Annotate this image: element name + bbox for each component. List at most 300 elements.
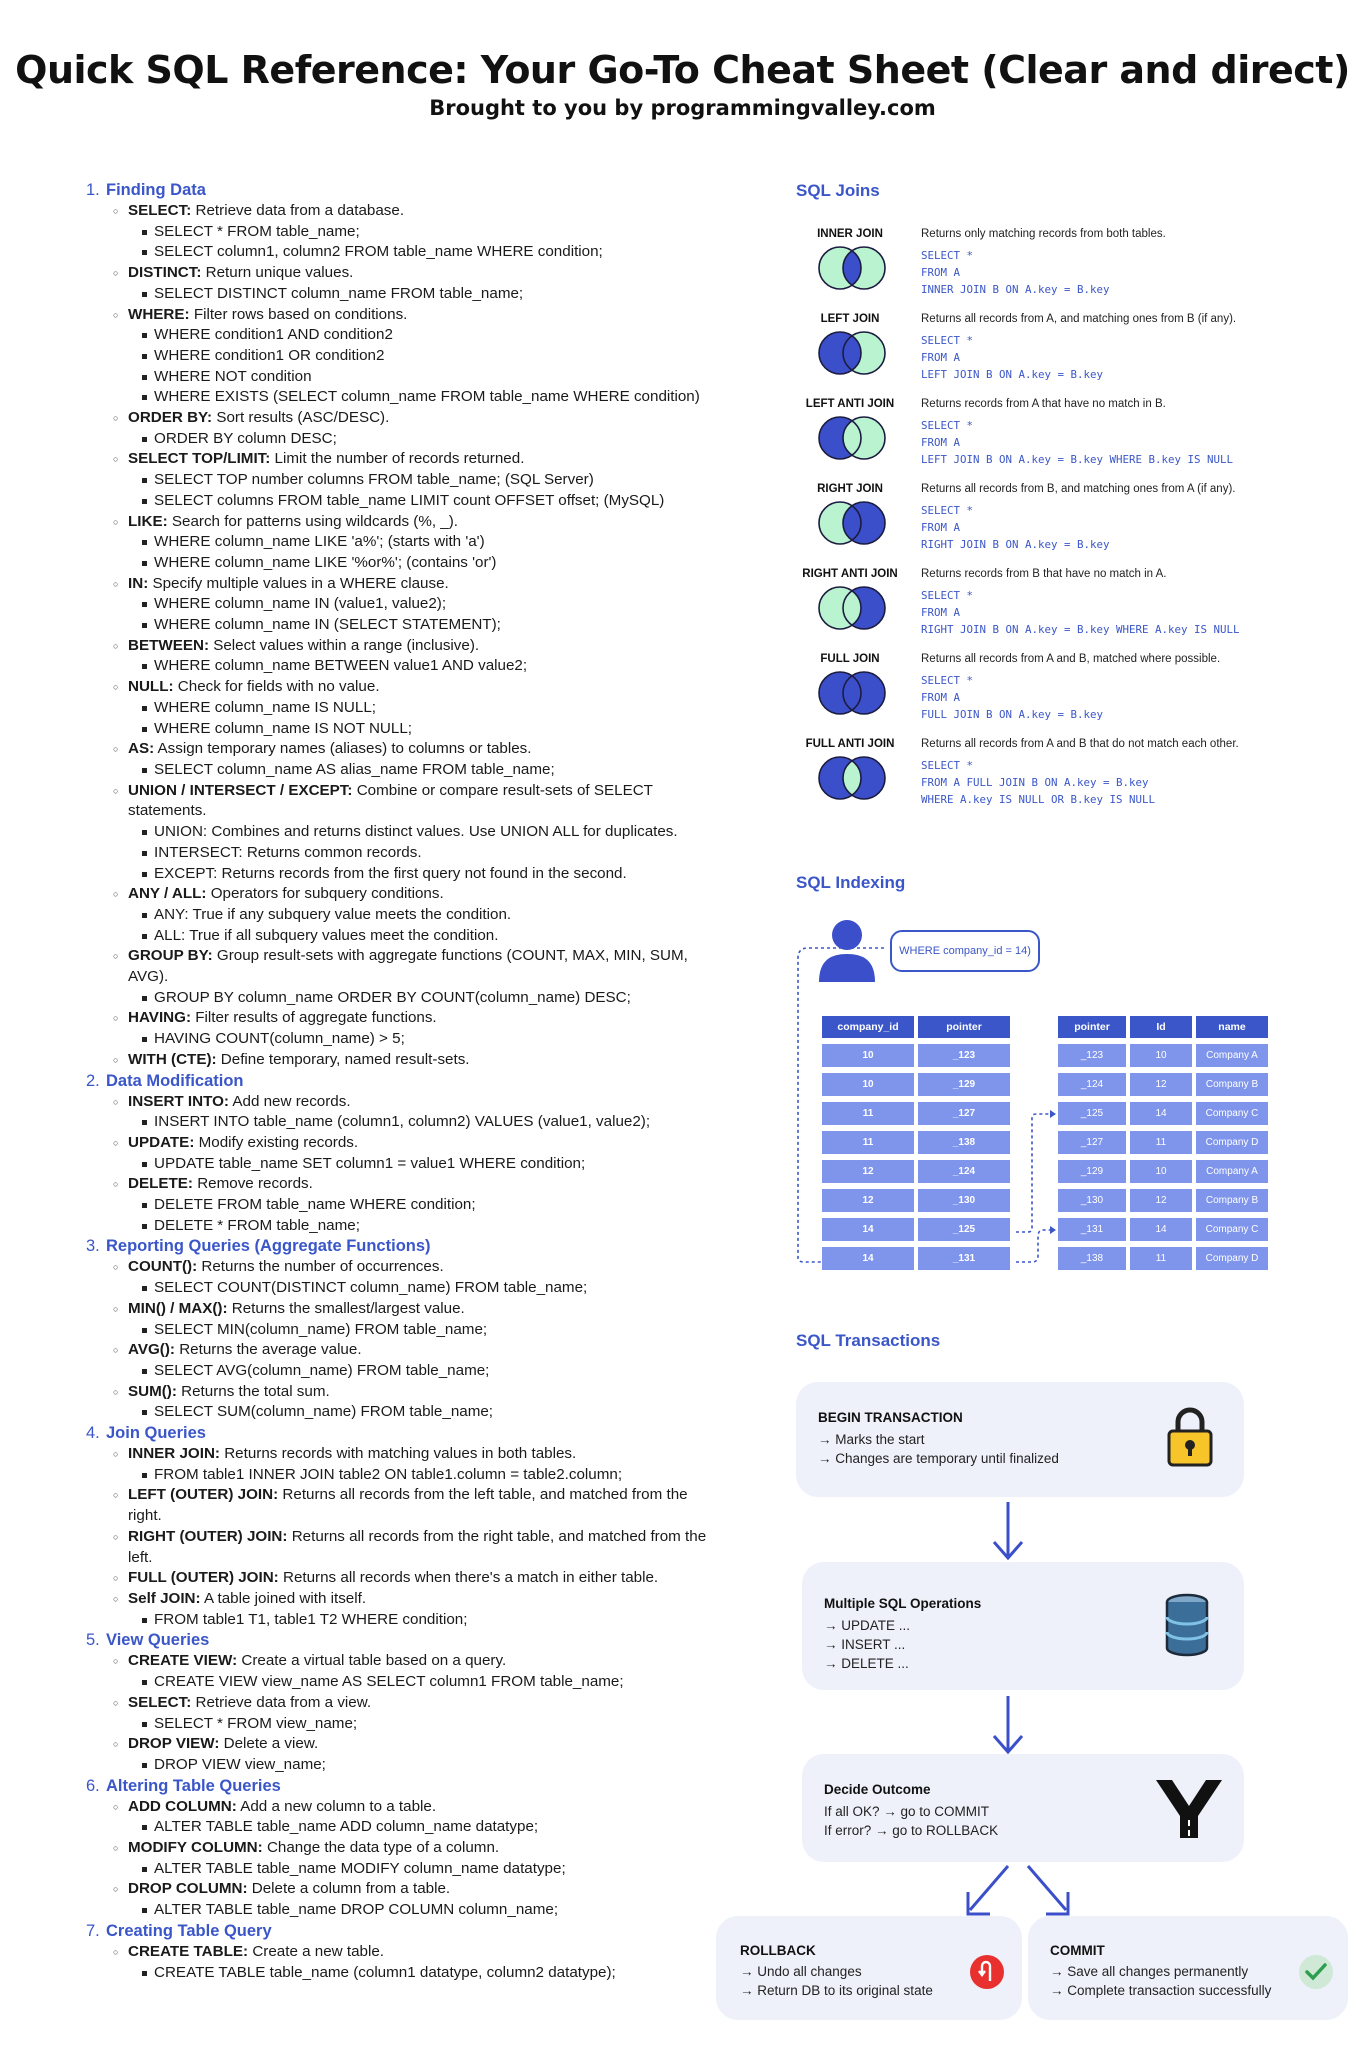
join-description: Returns records from B that have no match in A. — [921, 568, 1167, 580]
keyword: MIN() / MAX(): — [128, 1299, 228, 1317]
item-text: Returns the average value. — [174, 1341, 362, 1359]
keyword: GROUP BY: — [128, 947, 213, 965]
table-row — [822, 1044, 1010, 1067]
section-number: 1. — [86, 181, 100, 199]
join-card — [790, 568, 1310, 648]
list-subitem — [86, 242, 746, 263]
keyword: NULL: — [128, 678, 174, 696]
commit-card — [1028, 1916, 1348, 2020]
table-cell: Company B — [1196, 1073, 1268, 1096]
item-text: Retrieve data from a view. — [191, 1693, 372, 1711]
item-text: SELECT * FROM view_name; — [154, 1714, 358, 1732]
item-text: Delete a view. — [219, 1735, 319, 1753]
list-item — [86, 1548, 746, 1569]
list-item — [86, 1382, 746, 1403]
list-subitem — [86, 698, 746, 719]
join-card — [790, 228, 1310, 308]
ops-line: → DELETE ... — [824, 1656, 909, 1671]
table-cell: 11 — [822, 1131, 914, 1154]
table-row — [1058, 1247, 1268, 1270]
keyword: FULL (OUTER) JOIN: — [128, 1569, 279, 1587]
list-item — [86, 574, 746, 595]
list-subitem — [86, 346, 746, 367]
table-cell: 12 — [822, 1189, 914, 1212]
list-item — [86, 801, 746, 822]
list-subitem — [86, 367, 746, 388]
list-subitem — [86, 222, 746, 243]
join-code: SELECT * FROM A FULL JOIN B ON A.key = B.key WHERE A.key IS NULL OR B.key IS NULL — [921, 759, 1156, 806]
item-text: Specify multiple values in a WHERE clause. — [148, 574, 449, 592]
table-cell: Company A — [1196, 1160, 1268, 1183]
transactions-title: SQL Transactions — [796, 1331, 941, 1350]
list-item — [86, 1299, 746, 1320]
table-row — [822, 1160, 1010, 1183]
section-label: Reporting Queries (Aggregate Functions) — [106, 1237, 431, 1256]
table-cell: _131 — [1058, 1218, 1126, 1241]
list-subitem — [86, 656, 746, 677]
keyword: BETWEEN: — [128, 636, 209, 654]
list-subitem — [86, 532, 746, 553]
keyword: IN: — [128, 574, 149, 592]
table-cell: Company B — [1196, 1189, 1268, 1212]
list-subitem — [86, 1963, 746, 1984]
rollback-card — [716, 1916, 1022, 2020]
list-subitem — [86, 760, 746, 781]
section-title — [86, 1630, 746, 1651]
table-row — [822, 1073, 1010, 1096]
table-cell: 11 — [1130, 1131, 1192, 1154]
item-text: Combine or compare result-sets of SELECT — [352, 781, 653, 799]
join-card — [790, 738, 1310, 818]
begin-line: → Changes are temporary until finalized — [818, 1451, 1059, 1466]
padlock-icon — [1166, 1406, 1214, 1468]
keyword: MODIFY COLUMN: — [128, 1839, 263, 1857]
venn-diagram-icon — [816, 669, 888, 717]
table-cell: 14 — [1130, 1102, 1192, 1125]
join-code: SELECT * FROM A LEFT JOIN B ON A.key = B.key — [921, 334, 1104, 381]
table-row — [1058, 1073, 1268, 1096]
join-name: LEFT JOIN — [820, 313, 880, 325]
item-text: Search for patterns using wildcards (%, _). — [167, 512, 459, 530]
item-text: Modify existing records. — [194, 1133, 359, 1151]
table-cell: _130 — [918, 1189, 1010, 1212]
item-text: ORDER BY column DESC; — [154, 429, 337, 447]
list-item — [86, 1568, 746, 1589]
item-text: Create a virtual table based on a query. — [237, 1652, 507, 1670]
item-text: Create a new table. — [248, 1942, 385, 1960]
ops-title: Multiple SQL Operations — [824, 1596, 982, 1611]
keyword: SUM(): — [128, 1382, 177, 1400]
table-cell: 12 — [1130, 1073, 1192, 1096]
join-description: Returns all records from A and B that do not match each other. — [921, 738, 1239, 750]
venn-diagram-icon — [816, 414, 888, 462]
table-cell: _138 — [1058, 1247, 1126, 1270]
item-text: INTERSECT: Returns common records. — [154, 843, 422, 861]
section-number: 2. — [86, 1071, 100, 1090]
list-item — [86, 1693, 746, 1714]
keyword: ANY / ALL: — [128, 885, 207, 903]
table-cell: 10 — [1130, 1044, 1192, 1067]
list-subitem — [86, 284, 746, 305]
item-text: HAVING COUNT(column_name) > 5; — [154, 1030, 405, 1048]
keyword: DROP VIEW: — [128, 1735, 220, 1753]
item-text: Define temporary, named result-sets. — [216, 1050, 470, 1068]
list-subitem — [86, 1714, 746, 1735]
list-item — [86, 1008, 746, 1029]
list-item — [86, 1174, 746, 1195]
keyword: CREATE TABLE: — [128, 1942, 249, 1960]
section-title — [86, 1071, 746, 1092]
table-cell: _127 — [1058, 1131, 1126, 1154]
item-text: left. — [128, 1548, 153, 1566]
section-title — [86, 1921, 746, 1942]
keyword: AS: — [128, 740, 155, 758]
keyword: RIGHT (OUTER) JOIN: — [128, 1527, 288, 1545]
decide-line: If all OK? → go to COMMIT — [824, 1804, 990, 1819]
table-cell: 12 — [822, 1160, 914, 1183]
item-text: Change the data type of a column. — [262, 1839, 500, 1857]
item-text: SELECT COUNT(DISTINCT column_name) FROM table_name; — [154, 1279, 588, 1297]
join-description: Returns all records from B, and matching ones from A (if any). — [921, 483, 1236, 495]
list-item — [86, 636, 746, 657]
list-subitem — [86, 1900, 746, 1921]
ops-line: → UPDATE ... — [824, 1618, 911, 1633]
decide-line: If error? → go to ROLLBACK — [824, 1823, 999, 1838]
list-item — [86, 1340, 746, 1361]
list-subitem — [86, 1320, 746, 1341]
table-cell: 10 — [1130, 1160, 1192, 1183]
join-description: Returns all records from A and B, matched where possible. — [921, 653, 1221, 665]
decide-title: Decide Outcome — [824, 1782, 931, 1797]
join-code: SELECT * FROM A INNER JOIN B ON A.key = B.key — [921, 249, 1110, 296]
item-text: ALL: True if all subquery values meet the condition. — [154, 926, 499, 944]
section-title — [86, 1776, 746, 1797]
item-text: WHERE condition1 AND condition2 — [154, 326, 393, 344]
join-description: Returns records from A that have no match in B. — [921, 398, 1166, 410]
join-name: RIGHT JOIN — [817, 483, 883, 495]
item-text: ALTER TABLE table_name ADD column_name datatype; — [154, 1818, 539, 1836]
item-text: Add a new column to a table. — [236, 1797, 437, 1815]
begin-line: → Marks the start — [818, 1432, 925, 1447]
section-title — [86, 1423, 746, 1444]
table-row — [1058, 1102, 1268, 1125]
item-text: Operators for subquery conditions. — [206, 885, 444, 903]
join-name: INNER JOIN — [817, 228, 883, 240]
item-text: DROP VIEW view_name; — [154, 1755, 326, 1773]
join-card — [790, 398, 1310, 478]
table-header: name — [1196, 1016, 1268, 1038]
list-subitem — [86, 1029, 746, 1050]
item-text: Returns the total sum. — [176, 1382, 330, 1400]
item-text: Return unique values. — [201, 264, 354, 282]
list-item — [86, 1257, 746, 1278]
item-text: Limit the number of records returned. — [270, 450, 525, 468]
table-header: pointer — [918, 1016, 1010, 1038]
item-text: Check for fields with no value. — [173, 678, 380, 696]
item-text: WHERE condition1 OR condition2 — [154, 346, 385, 364]
list-item — [86, 1050, 746, 1071]
venn-diagram-icon — [816, 499, 888, 547]
keyword: SELECT: — [128, 1693, 192, 1711]
list-item — [86, 946, 746, 967]
join-name: RIGHT ANTI JOIN — [802, 568, 898, 580]
item-text: Returns all records from the left table, and matched from the — [278, 1486, 688, 1504]
list-subitem — [86, 1216, 746, 1237]
table-header: pointer — [1058, 1016, 1126, 1038]
table-row — [1058, 1189, 1268, 1212]
table-row — [822, 1189, 1010, 1212]
list-item — [86, 1879, 746, 1900]
commit-title: COMMIT — [1050, 1943, 1105, 1958]
section-title — [86, 1236, 746, 1257]
section-label: Altering Table Queries — [106, 1776, 281, 1795]
section-label: Join Queries — [106, 1424, 206, 1443]
item-text: WHERE NOT condition — [154, 367, 312, 385]
item-text: INSERT INTO table_name (column1, column2) VALUES (value1, value2); — [154, 1113, 651, 1131]
table-cell: _130 — [1058, 1189, 1126, 1212]
item-text: WHERE column_name IS NULL; — [154, 698, 376, 716]
list-item — [86, 449, 746, 470]
list-item — [86, 677, 746, 698]
list-subitem — [86, 1402, 746, 1423]
list-subitem — [86, 1672, 746, 1693]
table-cell: Company D — [1196, 1131, 1268, 1154]
item-text: A table joined with itself. — [200, 1590, 367, 1607]
item-text: CREATE TABLE table_name (column1 datatype, column2 datatype); — [154, 1963, 616, 1981]
item-text: SELECT columns FROM table_name LIMIT count OFFSET offset; (MySQL) — [154, 491, 665, 509]
item-text: Returns the smallest/largest value. — [227, 1299, 465, 1317]
begin-title: BEGIN TRANSACTION — [818, 1410, 963, 1425]
table-cell: _125 — [1058, 1102, 1126, 1125]
list-subitem — [86, 1465, 746, 1486]
keyword: ORDER BY: — [128, 409, 213, 427]
item-text: Delete a column from a table. — [247, 1880, 451, 1898]
item-text: SELECT SUM(column_name) FROM table_name; — [154, 1403, 494, 1421]
section-label: Data Modification — [106, 1071, 244, 1090]
join-description: Returns all records from A, and matching ones from B (if any). — [921, 313, 1237, 325]
check-icon — [1298, 1954, 1334, 1990]
venn-diagram-icon — [816, 584, 888, 632]
list-item — [86, 739, 746, 760]
keyword: DISTINCT: — [128, 264, 202, 282]
item-text: WHERE column_name BETWEEN value1 AND value2; — [154, 657, 528, 675]
list-subitem — [86, 553, 746, 574]
table-cell: 14 — [822, 1247, 914, 1270]
table-cell: 10 — [822, 1073, 914, 1096]
list-item — [86, 1651, 746, 1672]
list-item — [86, 1444, 746, 1465]
table-cell: _124 — [918, 1160, 1010, 1183]
item-text: WHERE column_name LIKE 'a%'; (starts with 'a') — [154, 533, 485, 551]
join-card — [790, 653, 1310, 733]
item-text: statements. — [128, 802, 207, 820]
join-card — [790, 313, 1310, 393]
item-text: EXCEPT: Returns records from the first query not found in the second. — [154, 864, 627, 882]
keyword: WHERE: — [128, 305, 190, 323]
list-subitem — [86, 1817, 746, 1838]
join-description: Returns only matching records from both tables. — [921, 228, 1166, 240]
table-cell: 10 — [822, 1044, 914, 1067]
list-item — [86, 1589, 746, 1610]
item-text: WHERE column_name IN (value1, value2); — [154, 595, 447, 613]
section-label: View Queries — [106, 1631, 210, 1650]
item-text: Retrieve data from a database. — [191, 202, 405, 219]
join-name: FULL ANTI JOIN — [805, 738, 895, 750]
keyword: LIKE: — [128, 512, 168, 530]
list-subitem — [86, 1859, 746, 1880]
table-row — [822, 1131, 1010, 1154]
item-text: WHERE column_name IN (SELECT STATEMENT); — [154, 616, 501, 634]
keyword: AVG(): — [128, 1341, 175, 1359]
list-item — [86, 1133, 746, 1154]
commit-line: → Save all changes permanently — [1050, 1964, 1249, 1979]
item-text: DELETE FROM table_name WHERE condition; — [154, 1196, 476, 1214]
item-text: SELECT column_name AS alias_name FROM table_name; — [154, 760, 555, 778]
item-text: WHERE EXISTS (SELECT column_name FROM table_name WHERE condition) — [154, 388, 700, 406]
keyword: INSERT INTO: — [128, 1092, 229, 1110]
begin-transaction-card — [796, 1382, 1244, 1497]
item-text: Filter rows based on conditions. — [189, 305, 408, 323]
list-item — [86, 781, 746, 802]
table-row — [822, 1247, 1010, 1270]
item-text: Remove records. — [192, 1175, 313, 1193]
list-subitem — [86, 719, 746, 740]
list-subitem — [86, 926, 746, 947]
join-code: SELECT * FROM A RIGHT JOIN B ON A.key = B.key — [921, 504, 1110, 551]
list-item — [86, 1797, 746, 1818]
keyword: ADD COLUMN: — [128, 1797, 237, 1815]
list-subitem — [86, 470, 746, 491]
item-text: Returns all records when there's a match in either table. — [278, 1569, 659, 1587]
keyword: WITH (CTE): — [128, 1050, 217, 1068]
keyword: CREATE VIEW: — [128, 1652, 238, 1670]
item-text: SELECT AVG(column_name) FROM table_name; — [154, 1361, 490, 1379]
section-number: 5. — [86, 1631, 100, 1650]
list-item — [86, 1942, 746, 1963]
list-item — [86, 1838, 746, 1859]
list-subitem — [86, 594, 746, 615]
list-subitem — [86, 1195, 746, 1216]
decide-outcome-card — [802, 1754, 1244, 1862]
ops-line: → INSERT ... — [824, 1637, 906, 1652]
keyword: LEFT (OUTER) JOIN: — [128, 1486, 279, 1504]
item-text: SELECT DISTINCT column_name FROM table_name; — [154, 284, 524, 302]
section-number: 7. — [86, 1921, 100, 1940]
keyword: SELECT TOP/LIMIT: — [128, 450, 271, 468]
fork-road-icon — [1152, 1776, 1226, 1840]
list-subitem — [86, 491, 746, 512]
section-label: Finding Data — [106, 181, 206, 199]
list-subitem — [86, 1112, 746, 1133]
table-row — [1058, 1218, 1268, 1241]
item-text: FROM table1 INNER JOIN table2 ON table1.column = table2.column; — [154, 1465, 623, 1483]
keyword: UNION / INTERSECT / EXCEPT: — [128, 781, 353, 799]
down-arrow-icon — [990, 1694, 1026, 1756]
sql-operations-card — [802, 1562, 1244, 1690]
item-text: SELECT MIN(column_name) FROM table_name; — [154, 1320, 488, 1338]
keyword: HAVING: — [128, 1009, 191, 1027]
table-cell: Company C — [1196, 1102, 1268, 1125]
item-text: Filter results of aggregate functions. — [191, 1009, 437, 1027]
list-subitem — [86, 905, 746, 926]
list-subitem — [86, 615, 746, 636]
keyword: COUNT(): — [128, 1258, 198, 1276]
item-text: Returns records with matching values in both tables. — [219, 1445, 577, 1463]
table-cell: _129 — [1058, 1160, 1126, 1183]
table-row — [1058, 1131, 1268, 1154]
list-subitem — [86, 1755, 746, 1776]
section-number: 6. — [86, 1776, 100, 1795]
keyword: SELECT: — [128, 202, 192, 219]
table-cell: _127 — [918, 1102, 1010, 1125]
list-item — [86, 1506, 746, 1527]
list-item — [86, 1527, 746, 1548]
list-subitem — [86, 387, 746, 408]
item-text: WHERE column_name IS NOT NULL; — [154, 719, 412, 737]
reference-list — [86, 180, 746, 1983]
join-code: SELECT * FROM A RIGHT JOIN B ON A.key = B.key WHERE A.key IS NULL — [921, 589, 1240, 636]
list-subitem — [86, 1278, 746, 1299]
keyword: DELETE: — [128, 1175, 193, 1193]
table-cell: _129 — [918, 1073, 1010, 1096]
table-cell: 14 — [1130, 1218, 1192, 1241]
item-text: SELECT TOP number columns FROM table_name; (SQL Server) — [154, 471, 594, 489]
page-title: Quick SQL Reference: Your Go-To Cheat Sheet (Clear and direct) — [15, 48, 1350, 92]
join-name: FULL JOIN — [820, 653, 880, 665]
keyword: DROP COLUMN: — [128, 1880, 248, 1898]
table-row — [822, 1218, 1010, 1241]
joins-title: SQL Joins — [796, 181, 880, 200]
list-item — [86, 967, 746, 988]
item-text: Sort results (ASC/DESC). — [212, 409, 390, 427]
section-title — [86, 180, 746, 201]
table-row — [822, 1102, 1010, 1125]
item-text: SELECT column1, column2 FROM table_name WHERE condition; — [154, 243, 603, 261]
list-item — [86, 201, 746, 222]
table-header: company_id — [822, 1016, 914, 1038]
split-arrows-icon — [960, 1862, 1080, 1920]
list-item — [86, 884, 746, 905]
item-text: Returns all records from the right table, and matched from the — [287, 1527, 707, 1545]
table-cell: 11 — [1130, 1247, 1192, 1270]
commit-line: → Complete transaction successfully — [1050, 1983, 1272, 1998]
list-subitem — [86, 325, 746, 346]
list-subitem — [86, 429, 746, 450]
item-text: CREATE VIEW view_name AS SELECT column1 FROM table_name; — [154, 1673, 624, 1691]
table-cell: _123 — [1058, 1044, 1126, 1067]
list-item — [86, 1485, 746, 1506]
item-text: AVG). — [128, 968, 169, 986]
item-text: ANY: True if any subquery value meets the condition. — [154, 905, 512, 923]
list-subitem — [86, 843, 746, 864]
item-text: WHERE column_name LIKE '%or%'; (contains 'or') — [154, 553, 497, 571]
undo-icon — [969, 1954, 1005, 1990]
join-card — [790, 483, 1310, 563]
table-header: Id — [1130, 1016, 1192, 1038]
keyword: Self JOIN: — [128, 1590, 201, 1607]
item-text: Add new records. — [228, 1092, 351, 1110]
indexing-title: SQL Indexing — [796, 873, 906, 892]
table-cell: _138 — [918, 1131, 1010, 1154]
keyword: UPDATE: — [128, 1133, 195, 1151]
list-item — [86, 1092, 746, 1113]
table-cell: _123 — [918, 1044, 1010, 1067]
item-text: UPDATE table_name SET column1 = value1 WHERE condition; — [154, 1154, 586, 1172]
list-item — [86, 512, 746, 533]
item-text: Returns the number of occurrences. — [197, 1258, 444, 1276]
table-cell: Company A — [1196, 1044, 1268, 1067]
item-text: UNION: Combines and returns distinct values. Use UNION ALL for duplicates. — [154, 823, 678, 841]
